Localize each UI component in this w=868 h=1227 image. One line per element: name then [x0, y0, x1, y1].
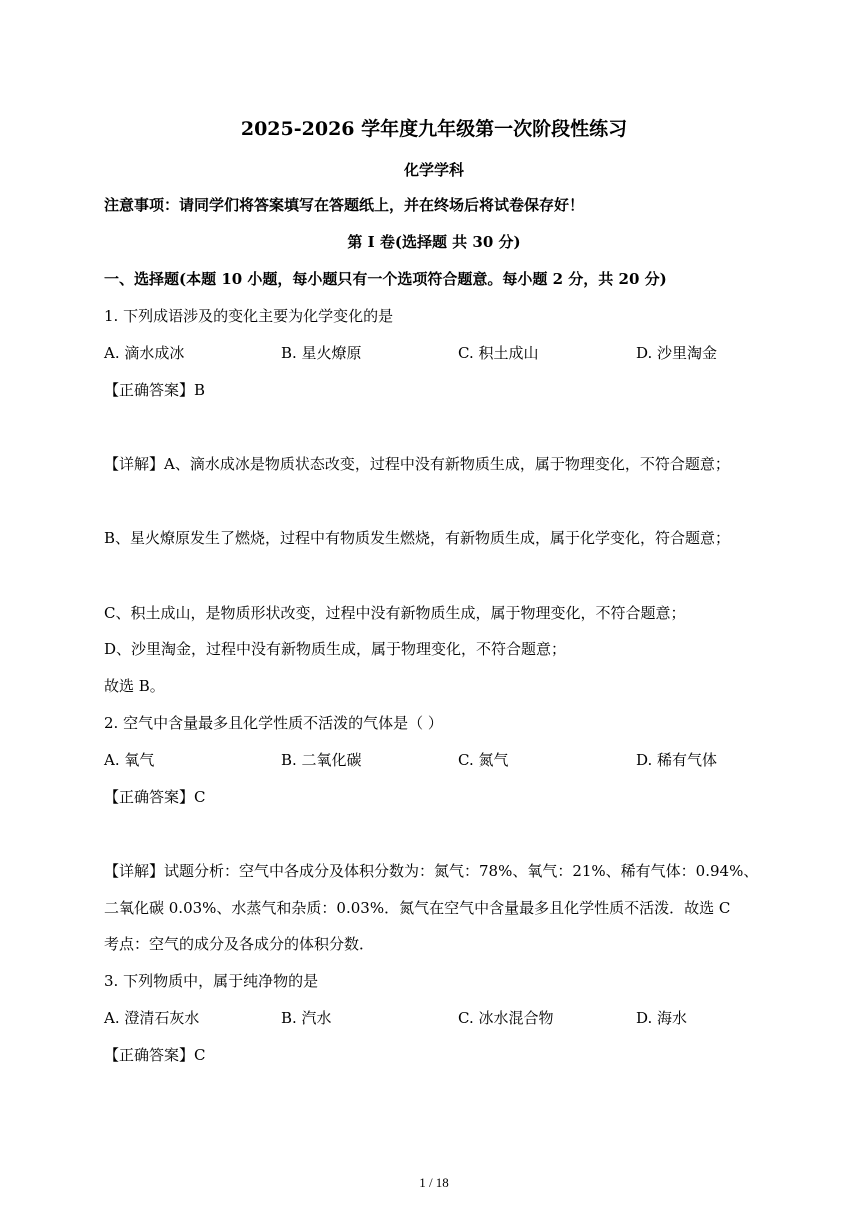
section-heading: 一、选择题(本题 10 小题，每小题只有一个选项符合题意。每小题 2 分，共 20 分)	[104, 270, 667, 288]
question-3-answer: 【正确答案】C	[104, 1046, 206, 1064]
question-2-option-b: B. 二氧化碳	[281, 751, 362, 769]
question-2-detail-line: 【详解】试题分析：空气中各成分及体积分数为：氮气：78%、氧气：21%、稀有气体：0.94%、	[104, 862, 759, 880]
question-1-option-a: A. 滴水成冰	[104, 344, 185, 362]
question-2-stem: 2. 空气中含量最多且化学性质不活泼的气体是（ ）	[104, 714, 443, 732]
question-1-detail-line: C、积土成山，是物质形状改变，过程中没有新物质生成，属于物理变化，不符合题意；	[104, 604, 686, 622]
question-2-answer: 【正确答案】C	[104, 788, 206, 806]
question-1-detail-line: 【详解】A、滴水成冰是物质状态改变，过程中没有新物质生成，属于物理变化，不符合题意；	[104, 455, 730, 473]
question-3-option-d: D. 海水	[636, 1009, 688, 1027]
question-2-option-c: C. 氮气	[458, 751, 509, 769]
volume-heading: 第 I 卷(选择题 共 30 分)	[347, 233, 521, 251]
subject-heading: 化学学科	[403, 161, 464, 179]
question-2-detail-line: 二氧化碳 0.03%、水蒸气和杂质：0.03%．氮气在空气中含量最多且化学性质不活泼．故选 C	[104, 899, 731, 917]
notice-text: 注意事项：请同学们将答案填写在答题纸上，并在终场后将试卷保存好！	[104, 196, 585, 214]
question-1-stem: 1. 下列成语涉及的变化主要为化学变化的是	[104, 307, 394, 325]
question-1-option-c: C. 积土成山	[458, 344, 539, 362]
question-1-detail-line: 故选 B。	[104, 677, 165, 695]
document-title: 2025-2026 学年度九年级第一次阶段性练习	[240, 118, 628, 140]
question-3-option-b: B. 汽水	[281, 1009, 332, 1027]
page-number: 1 / 18	[419, 1175, 449, 1190]
question-2-detail-line: 考点：空气的成分及各成分的体积分数．	[104, 935, 375, 953]
question-3-option-c: C. 冰水混合物	[458, 1009, 554, 1027]
question-1-detail-line: B、星火燎原发生了燃烧，过程中有物质发生燃烧，有新物质生成，属于化学变化，符合题意；	[104, 529, 731, 547]
question-1-option-b: B. 星火燎原	[281, 344, 362, 362]
question-2-option-a: A. 氧气	[104, 751, 155, 769]
question-1-detail-line: D、沙里淘金，过程中没有新物质生成，属于物理变化，不符合题意；	[104, 640, 567, 658]
question-1-option-d: D. 沙里淘金	[636, 344, 718, 362]
question-3-option-a: A. 澄清石灰水	[104, 1009, 200, 1027]
question-1-answer: 【正确答案】B	[104, 381, 206, 399]
question-3-stem: 3. 下列物质中，属于纯净物的是	[104, 972, 319, 990]
question-2-option-d: D. 稀有气体	[636, 751, 718, 769]
